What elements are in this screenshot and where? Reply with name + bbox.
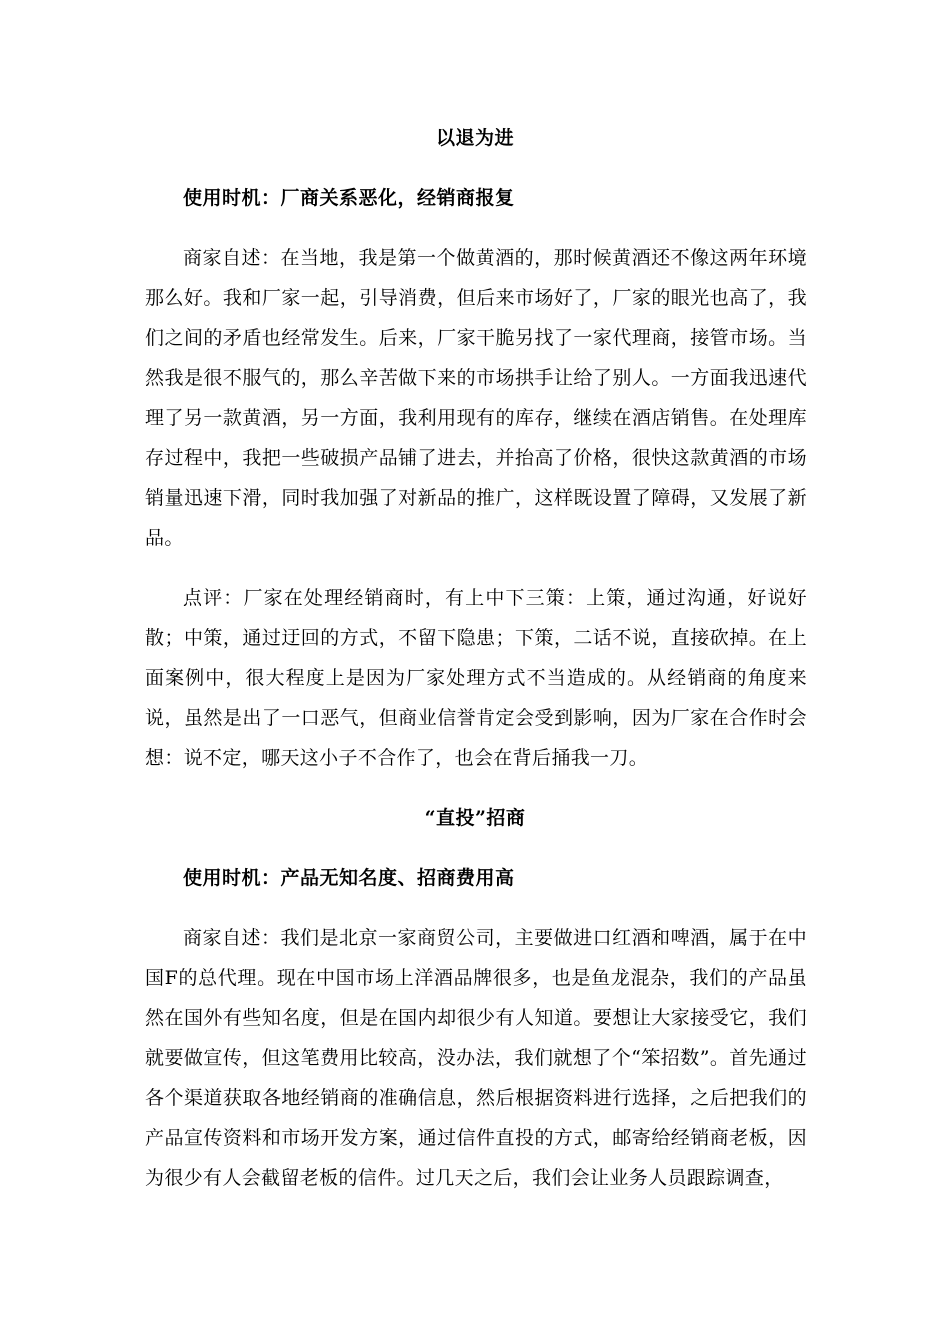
merchant-statement-retreat: 商家自述：在当地，我是第一个做黄酒的，那时候黄酒还不像这两年环境那么好。我和厂家一起，引导消费，但后来市场好了，厂家的眼光也高了，我们之间的矛盾也经常发生。后来，厂家干脆另找了一家代理商，接管市场。当然我是很不服气的，那么辛苦做下来的市场拱手让给了别人。一方面我迅速代理了另一款黄酒，另一方面，我利用现有的库存，继续在酒店销售。在处理库存过程中，我把一些破损产品铺了进去，并抬高了价格，很快这款黄酒的市场销量迅速下滑，同时我加强了对新品的推广，这样既设置了障碍，又发展了新品。 — [145, 247, 807, 549]
section-title-direct-mail: “直投”招商 — [424, 807, 526, 829]
section-title-retreat: 以退为进 — [435, 127, 514, 149]
usage-timing-direct-mail: 使用时机：产品无知名度、招商费用高 — [183, 867, 515, 889]
usage-timing-retreat: 使用时机：厂商关系恶化，经销商报复 — [183, 187, 515, 209]
review-comment-retreat: 点评：厂家在处理经销商时，有上中下三策：上策，通过沟通，好说好散；中策，通过迂回的方式，不留下隐患；下策，二话不说，直接砍掉。在上面案例中，很大程度上是因为厂家处理方式不当造成的。从经销商的角度来说，虽然是出了一口恶气，但商业信誉肯定会受到影响，因为厂家在合作时会想：说不定，哪天这小子不合作了，也会在背后捅我一刀。 — [145, 587, 807, 769]
merchant-statement-direct-mail: 商家自述：我们是北京一家商贸公司，主要做进口红酒和啤酒，属于在中国F的总代理。现在中国市场上洋酒品牌很多，也是鱼龙混杂，我们的产品虽然在国外有些知名度，但是在国内却很少有人知道。要想让大家接受它，我们就要做宣传，但这笔费用比较高，没办法，我们就想了个“笨招数”。首先通过各个渠道获取各地经销商的准确信息，然后根据资料进行选择，之后把我们的产品宣传资料和市场开发方案，通过信件直投的方式，邮寄给经销商老板，因为很少有人会截留老板的信件。过几天之后，我们会让业务人员跟踪调查， — [145, 927, 807, 1189]
